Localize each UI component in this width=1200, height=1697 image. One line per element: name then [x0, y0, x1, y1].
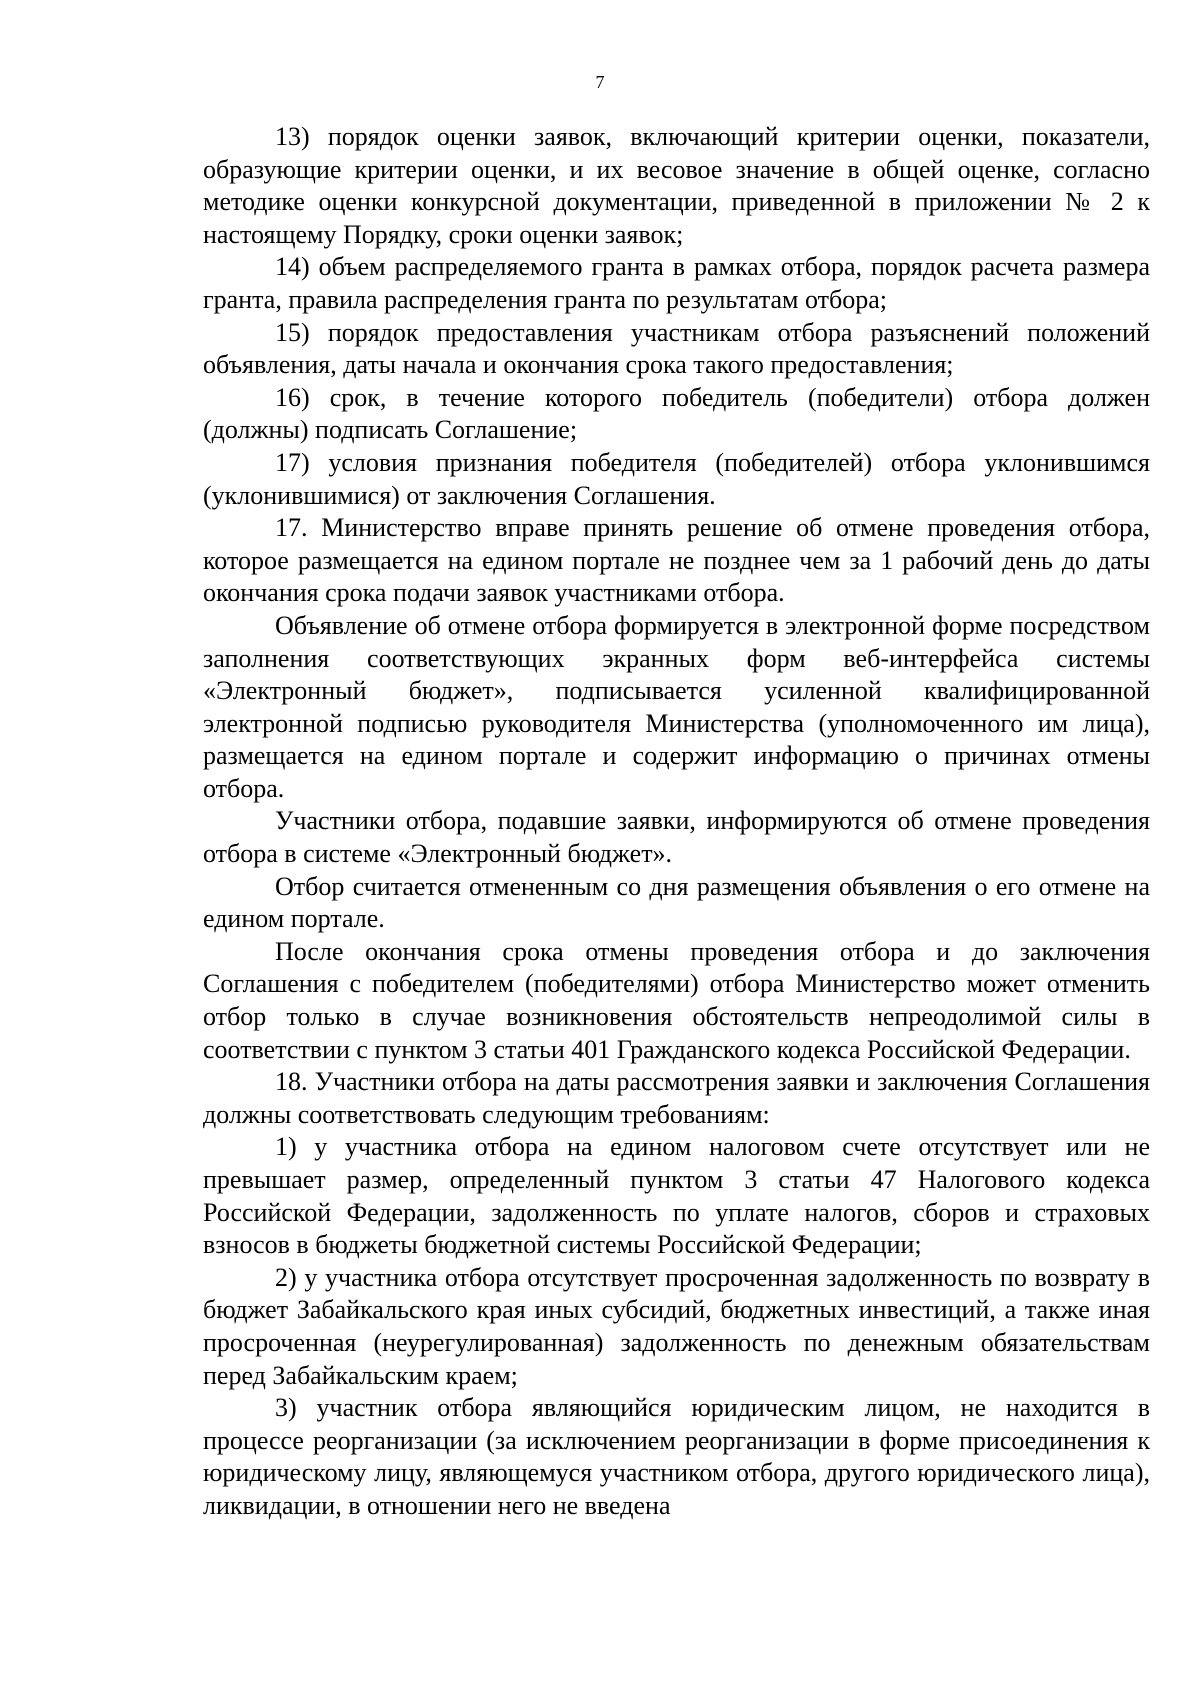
paragraph-force-majeure: После окончания срока отмены проведения отбора и до заключения Соглашения с победителем (победителями) отбора Министерство может отменить отбор только в случае возникновения обстоятельств непреодолимой силы в соответствии с пунктом 3 статьи 401 Гражданского кодекса Российской Федерации. — [203, 936, 1150, 1064]
paragraph-section-17: 17. Министерство вправе принять решение об отмене проведения отбора, которое размещается на едином портале не позднее чем за 1 рабочий день до даты окончания срока подачи заявок участниками отбора. — [203, 513, 1150, 608]
paragraph-item-13: 13) порядок оценки заявок, включающий критерии оценки, показатели, образующие критерии оценки, и их весовое значение в общей оценке, согласно методике оценки конкурсной документации, приведенной в приложении № 2 к настоящему Порядку, сроки оценки заявок; — [203, 122, 1150, 249]
document-body — [203, 121, 1150, 1523]
paragraph-section-18: 18. Участники отбора на даты рассмотрения заявки и заключения Соглашения должны соответствовать следующим требованиям: — [203, 1067, 1150, 1129]
paragraph-participants-informed: Участники отбора, подавшие заявки, информируются об отмене проведения отбора в системе «Электронный бюджет». — [203, 806, 1150, 869]
paragraph-item-14: 14) объем распределяемого гранта в рамках отбора, порядок расчета размера гранта, правила распределения гранта по результатам отбора; — [203, 252, 1150, 314]
paragraph-item-15: 15) порядок предоставления участникам отбора разъяснений положений объявления, даты начала и окончания срока такого предоставления; — [203, 317, 1150, 380]
paragraph-selection-cancelled: Отбор считается отмененным со дня размещения объявления о его отмене на едином портале. — [203, 871, 1150, 934]
paragraph-requirement-1: 1) у участника отбора на едином налоговом счете отсутствует или не превышает размер, определенный пунктом 3 статьи 47 Налогового кодекса Российской Федерации, задолженность по уплате налогов, сборов и страховых взносов в бюджеты бюджетной системы Российской Федерации; — [203, 1132, 1150, 1260]
paragraph-requirement-3: 3) участник отбора являющийся юридическим лицом, не находится в процессе реорганизации (за исключением реорганизации в форме присоединения к юридическому лицу, являющемуся участником отбора, другого юридического лица), ликвидации, в отношении него не введена — [203, 1393, 1150, 1520]
paragraph-cancellation-notice: Объявление об отмене отбора формируется в электронной форме посредством заполнения соответствующих экранных форм веб-интерфейса системы «Электронный бюджет», подписывается усиленной квалифицированной электронной подписью руководителя Министерства (уполномоченного им лица), размещается на едином портале и содержит информацию о причинах отмены отбора. — [203, 610, 1150, 803]
paragraph-requirement-2: 2) у участника отбора отсутствует просроченная задолженность по возврату в бюджет Забайкальского края иных субсидий, бюджетных инвестиций, а также иная просроченная (неурегулированная) задолженность по денежным обязательствам перед Забайкальским краем; — [203, 1262, 1150, 1390]
paragraph-item-16: 16) срок, в течение которого победитель (победители) отбора должен (должны) подписать Соглашение; — [203, 382, 1150, 445]
paragraph-item-17: 17) условия признания победителя (победителей) отбора уклонившимся (уклонившимися) от заключения Соглашения. — [203, 447, 1150, 510]
page-number: 7 — [595, 72, 605, 92]
